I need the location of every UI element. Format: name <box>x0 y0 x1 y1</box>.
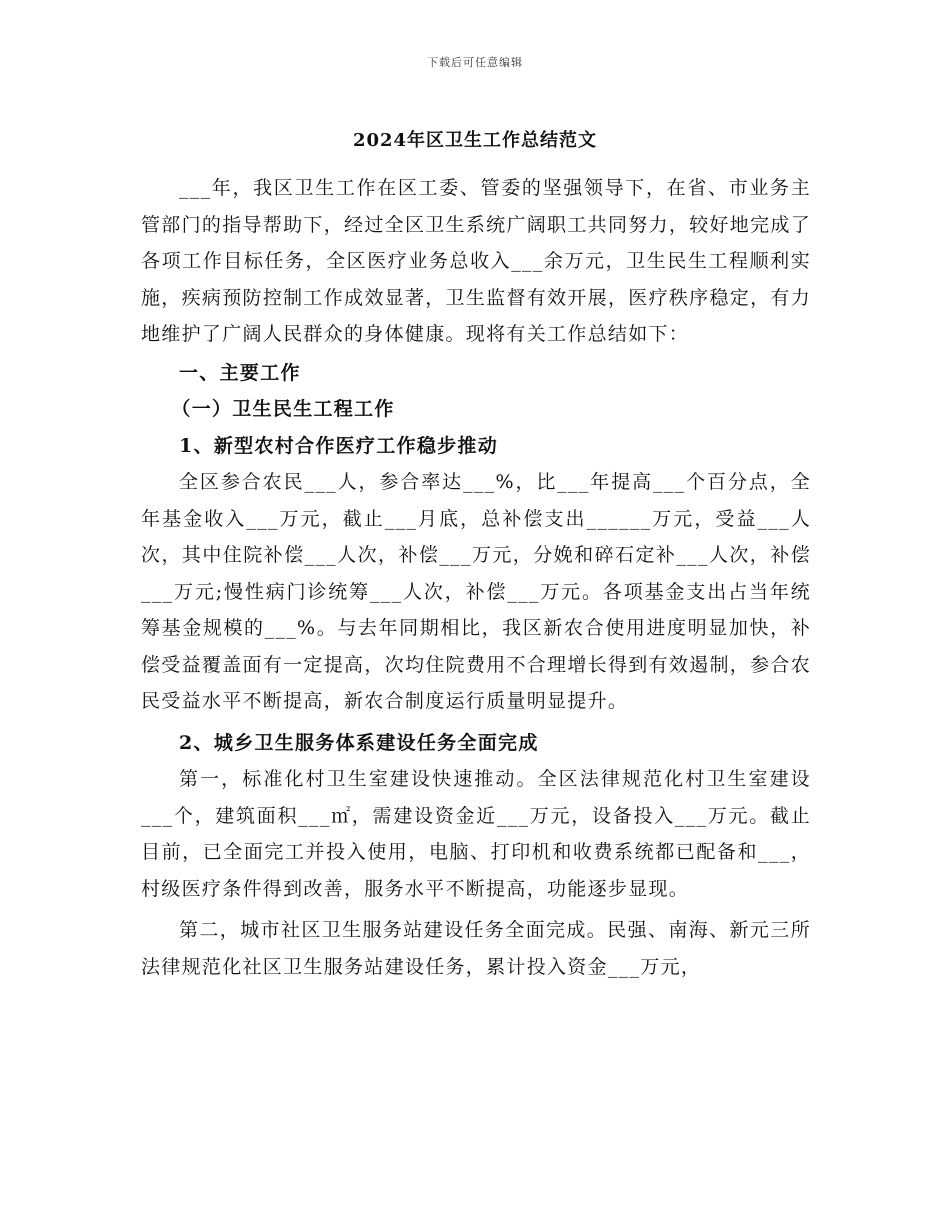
item-heading-rural-cooperative: 1、新型农村合作医疗工作稳步推动 <box>179 434 499 457</box>
header-note: 下载后可任意编辑 <box>427 56 523 69</box>
paragraph-village-clinics: 第一，标准化村卫生室建设快速推动。全区法律规范化村卫生室建设___个，建筑面积___㎡，需建设资金近___万元，设备投入___万元。截止目前，已全面完工并投入使用，电脑、打印机和收费系统都已配备和___，村级医疗条件得到改善，服务水平不断提高，功能逐步显现。 <box>141 768 811 900</box>
subsection-heading-livelihood: （一）卫生民生工程工作 <box>171 398 395 420</box>
item-heading-service-system: 2、城乡卫生服务体系建设任务全面完成 <box>179 731 539 754</box>
document-title: 2024年区卫生工作总结范文 <box>352 130 598 151</box>
document-body <box>141 170 811 985</box>
section-heading-main-work: 一、主要工作 <box>179 361 301 384</box>
paragraph-community-stations: 第二，城市社区卫生服务站建设任务全面完成。民强、南海、新元三所法律规范化社区卫生服务站建设任务，累计投入资金___万元， <box>141 919 811 978</box>
paragraph-rural-cooperative: 全区参合农民___人，参合率达___%，比___年提高___个百分点，全年基金收入___万元，截止___月底，总补偿支出______万元，受益___人次，其中住院补偿___人次，补偿___万元，分娩和碎石定补___人次，补偿___万元;慢性病门诊统筹___人次，补偿___万元。各项基金支出占当年统筹基金规模的___%。与去年同期相比，我区新农合使用进度明显加快，补偿受益覆盖面有一定提高，次均住院费用不合理增长得到有效遏制，参合农民受益水平不断提高，新农合制度运行质量明显提升。 <box>141 471 811 712</box>
intro-paragraph: ___年，我区卫生工作在区工委、管委的坚强领导下，在省、市业务主管部门的指导帮助下，经过全区卫生系统广阔职工共同努力，较好地完成了各项工作目标任务，全区医疗业务总收入___余万元，卫生民生工程顺利实施，疾病预防控制工作成效显著，卫生监督有效开展，医疗秩序稳定，有力地维护了广阔人民群众的身体健康。现将有关工作总结如下： <box>141 177 811 345</box>
